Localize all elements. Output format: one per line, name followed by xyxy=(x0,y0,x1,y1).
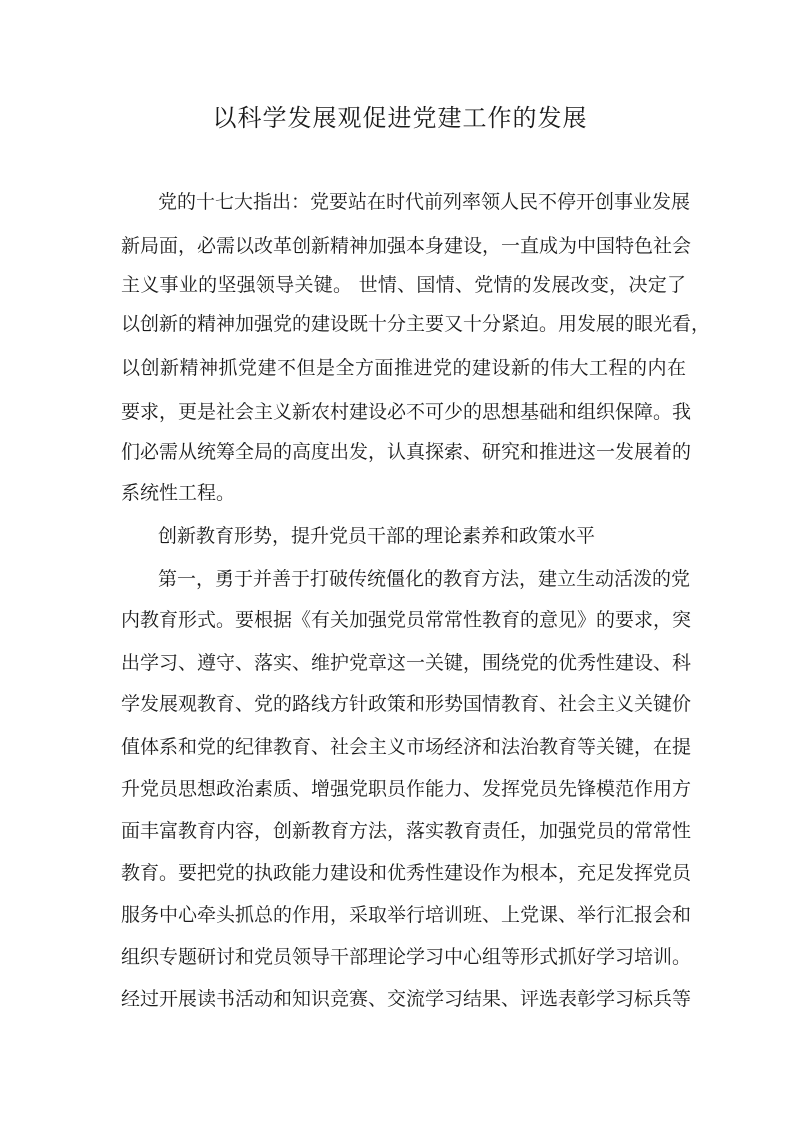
paragraph-2-line: 教育。要把党的执政能力建设和优秀性建设作为根本，充足发挥党员 xyxy=(121,862,692,884)
paragraph-2-line: 内教育形式。要根据《有关加强党员常常性教育的意见》的要求，突 xyxy=(121,609,692,631)
paragraph-2-line: 服务中心牵头抓总的作用，采取举行培训班、上党课、举行汇报会和 xyxy=(121,904,692,926)
paragraph-2-line: 升党员思想政治素质、增强党职员作能力、发挥党员先锋模范作用方 xyxy=(121,778,692,800)
paragraph-2-line: 面丰富教育内容，创新教育方法，落实教育责任，加强党员的常常性 xyxy=(121,820,692,842)
paragraph-1-line: 党的十七大指出：党要站在时代前列率领人民不停开创事业发展 xyxy=(158,191,691,213)
paragraph-2-line: 组织专题研讨和党员领导干部理论学习中心组等形式抓好学习培训。 xyxy=(121,946,692,968)
paragraph-1-line: 们必需从统筹全局的高度出发，认真探索、研究和推进这一发展着的 xyxy=(121,441,692,463)
paragraph-1-line: 要求，更是社会主义新农村建设必不可少的思想基础和组织保障。我 xyxy=(121,401,692,423)
paragraph-1-line: 系统性工程。 xyxy=(121,482,236,504)
paragraph-1-line: 主义事业的坚强领导关键。 世情、国情、党情的发展改变，决定了 xyxy=(121,274,686,296)
paragraph-2-line: 值体系和党的纪律教育、社会主义市场经济和法治教育等关键，在提 xyxy=(121,736,692,758)
paragraph-1-line: 以创新精神抓党建不但是全方面推进党的建设新的伟大工程的内在 xyxy=(121,357,686,379)
paragraph-1-line: 新局面，必需以改革创新精神加强本身建设，一直成为中国特色社会 xyxy=(121,235,692,257)
paragraph-1-line: 以创新的精神加强党的建设既十分主要又十分紧迫。用发展的眼光看， xyxy=(121,313,711,335)
paragraph-2-line: 学发展观教育、党的路线方针政策和形势国情教育、社会主义关键价 xyxy=(121,693,692,715)
paragraph-2-line: 第一，勇于并善于打破传统僵化的教育方法，建立生动活泼的党 xyxy=(158,568,691,590)
paragraph-2-line: 出学习、遵守、落实、维护党章这一关键，围绕党的优秀性建设、科 xyxy=(121,652,692,674)
document-title: 以科学发展观促进党建工作的发展 xyxy=(212,104,588,132)
section-heading: 创新教育形势，提升党员干部的理论素养和政策水平 xyxy=(158,525,596,547)
paragraph-2-line: 经过开展读书活动和知识竞赛、交流学习结果、评选表彰学习标兵等 xyxy=(121,988,692,1010)
